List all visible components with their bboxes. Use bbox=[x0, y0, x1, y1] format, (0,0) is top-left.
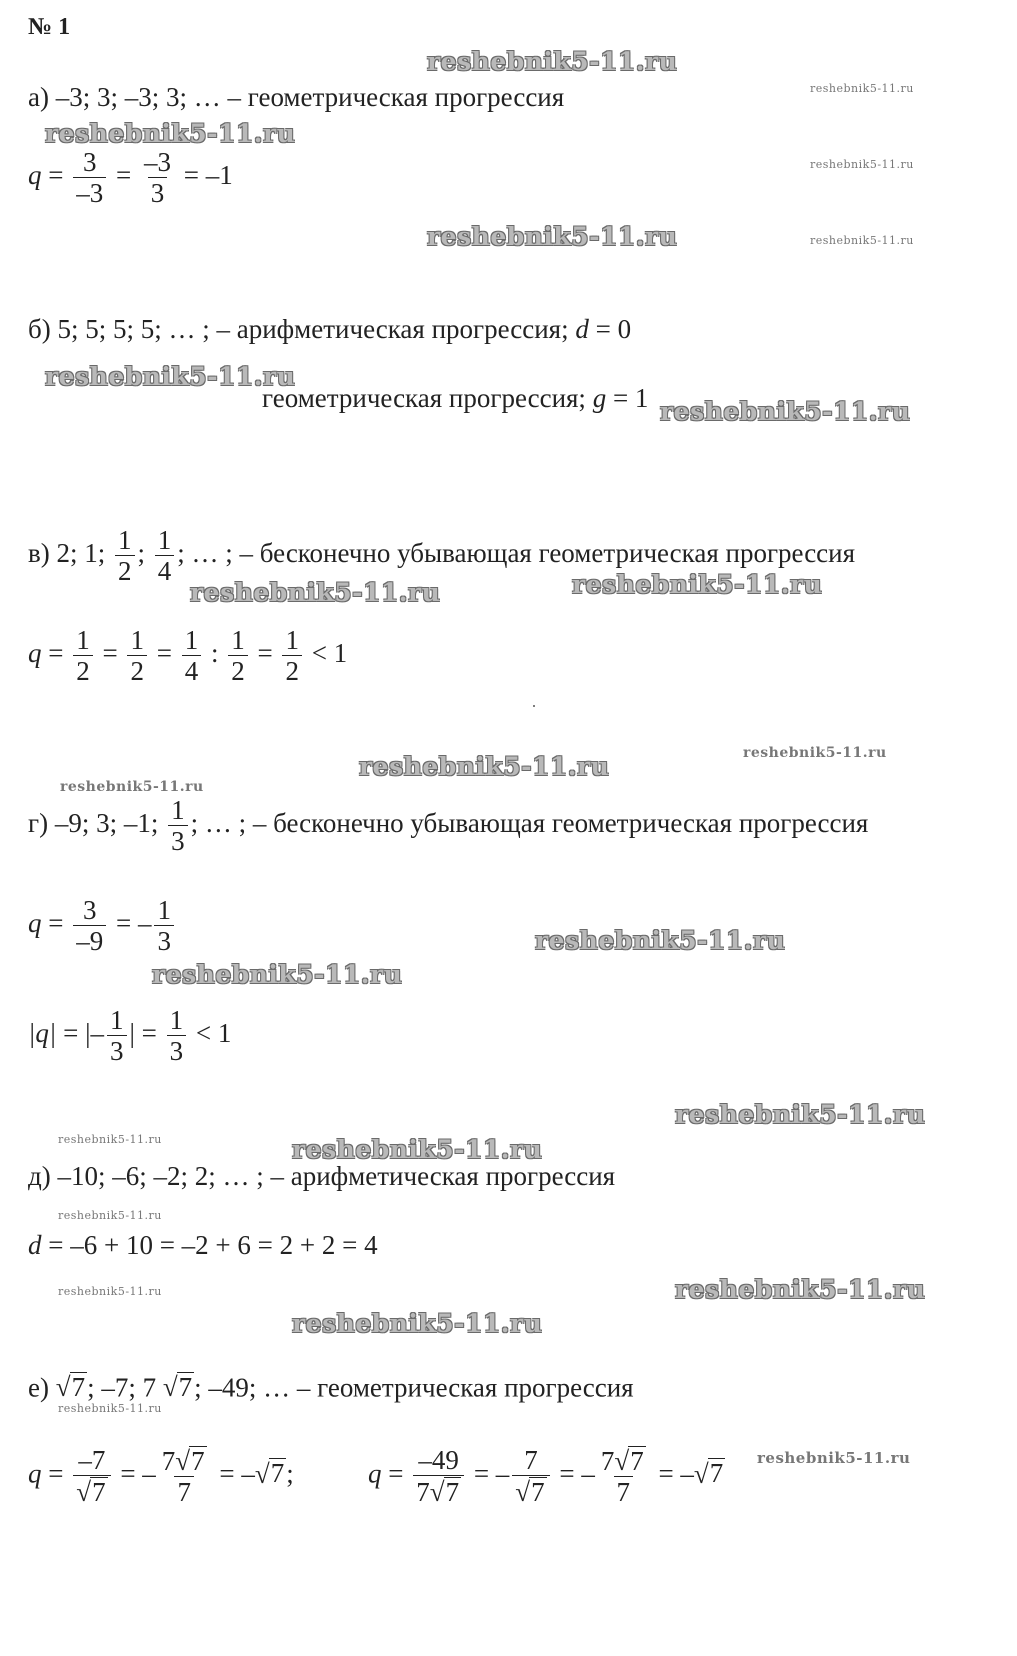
equals: = bbox=[48, 160, 64, 191]
part-d-sequence bbox=[28, 1163, 615, 1190]
part-a-seq: –3; 3; –3; 3; … – геометрическая прогрессия bbox=[55, 82, 565, 112]
part-g-seq-b: ; … ; – бесконечно убывающая геометрическая прогрессия bbox=[190, 808, 869, 839]
fraction: $\frac{1}{2}$ bbox=[73, 626, 93, 686]
fraction: $\frac{1}{3}$ bbox=[168, 796, 188, 856]
fraction: $\frac{1}{2}$ bbox=[127, 626, 147, 686]
watermark-small: reshebnik5-11.ru bbox=[58, 1209, 162, 1222]
watermark-small: reshebnik5-11.ru bbox=[810, 82, 914, 95]
fraction: $\frac{1}{2}$ bbox=[228, 626, 248, 686]
part-b-line2 bbox=[262, 385, 648, 412]
part-v-ratio: q = $\frac{1}{2}$ = $\frac{1}{2}$ = $\frac{1}{4}$ : $\frac{1}{2}$ = $\frac{1}{2}$ < 1 bbox=[28, 625, 348, 687]
fraction: –49 7 √ 7 bbox=[413, 1446, 464, 1507]
part-e-ratio-2: q = –49 7 √ 7 = – 7 √ 7 = – 7 √ 7 7 = – √ 7 bbox=[368, 1445, 724, 1508]
watermark-small: reshebnik5-11.ru bbox=[743, 745, 887, 761]
part-v-seq-b: ; … ; – бесконечно убывающая геометрическая прогрессия bbox=[177, 538, 856, 569]
watermark-small: reshebnik5-11.ru bbox=[58, 1402, 162, 1415]
part-g-abs: |q| = |– $\frac{1}{3}$ | = $\frac{1}{3}$ < 1 bbox=[28, 1005, 232, 1067]
watermark: reshebnik5-11.ru bbox=[427, 222, 678, 251]
var-d: d bbox=[575, 314, 589, 344]
part-b-label: б) bbox=[28, 314, 51, 344]
fraction: $\frac{3}{-3}$ bbox=[73, 148, 106, 208]
stray-dot bbox=[533, 705, 535, 707]
part-b-line1 bbox=[28, 316, 631, 343]
watermark-small: reshebnik5-11.ru bbox=[757, 1449, 911, 1467]
fraction: $\frac{1}{4}$ bbox=[155, 526, 175, 586]
watermark: reshebnik5-11.ru bbox=[292, 1309, 543, 1338]
watermark: reshebnik5-11.ru bbox=[535, 926, 786, 955]
var-g: g bbox=[592, 383, 607, 413]
part-e-label: е) bbox=[28, 1372, 49, 1403]
watermark: reshebnik5-11.ru bbox=[190, 578, 441, 607]
var-d: d bbox=[28, 1230, 42, 1260]
abs-q: |q| bbox=[28, 1018, 57, 1049]
part-b-geo: геометрическая прогрессия; bbox=[262, 383, 586, 413]
fraction: $\frac{1}{3}$ bbox=[154, 896, 174, 956]
watermark-small: reshebnik5-11.ru bbox=[58, 1285, 162, 1298]
fraction: $\frac{3}{-9}$ bbox=[73, 896, 106, 956]
part-e-sequence: е) √ 7 ; –7; 7 √ 7 ; –49; … – геометрическая прогрессия bbox=[28, 1372, 634, 1403]
watermark: reshebnik5-11.ru bbox=[675, 1100, 926, 1129]
watermark-small: reshebnik5-11.ru bbox=[810, 234, 914, 247]
part-a-sequence bbox=[28, 84, 564, 111]
fraction: 7 √ 7 7 bbox=[600, 1446, 644, 1508]
fraction: $\frac{1}{3}$ bbox=[167, 1006, 187, 1066]
part-a-ratio bbox=[28, 148, 233, 208]
fraction: $\frac{-3}{3}$ bbox=[143, 147, 171, 209]
fraction: $\frac{1}{2}$ bbox=[282, 626, 302, 686]
var-q: q bbox=[368, 1458, 382, 1489]
part-d-calc-text: = –6 + 10 = –2 + 6 = 2 + 2 = 4 bbox=[48, 1230, 378, 1260]
watermark: reshebnik5-11.ru bbox=[45, 362, 296, 391]
watermark-small: reshebnik5-11.ru bbox=[810, 158, 914, 171]
fraction: $\frac{1}{4}$ bbox=[182, 626, 202, 686]
d-value: = 0 bbox=[595, 314, 632, 344]
equals: = bbox=[115, 160, 132, 191]
watermark: reshebnik5-11.ru bbox=[152, 960, 403, 989]
part-a-label: а) bbox=[28, 82, 49, 112]
part-g-sequence bbox=[28, 796, 868, 856]
part-g-label: г) bbox=[28, 808, 49, 839]
fraction: 7 √ 7 bbox=[512, 1446, 549, 1507]
watermark-small: reshebnik5-11.ru bbox=[58, 1133, 162, 1146]
part-e-ratio-1: q = –7 √ 7 = – 7 √ 7 7 = – √ 7 ; bbox=[28, 1445, 294, 1508]
part-v-seq-a: 2; 1; bbox=[56, 538, 106, 569]
part-b-seq: 5; 5; 5; 5; … ; – арифметическая прогрессия; bbox=[57, 314, 569, 344]
part-v-label: в) bbox=[28, 538, 50, 569]
watermark: reshebnik5-11.ru bbox=[292, 1135, 543, 1164]
part-d-label: д) bbox=[28, 1161, 51, 1191]
var-q: q bbox=[28, 160, 42, 191]
watermark: reshebnik5-11.ru bbox=[45, 119, 296, 148]
sqrt-seven: √ 7 bbox=[162, 1372, 193, 1403]
problem-number: № 1 bbox=[28, 14, 71, 40]
sqrt-seven: √ 7 bbox=[55, 1372, 86, 1403]
part-d-seq: –10; –6; –2; 2; … ; – арифметическая прогрессия bbox=[57, 1161, 616, 1191]
watermark: reshebnik5-11.ru bbox=[572, 570, 823, 599]
part-v-sequence: в) 2; 1; $\frac{1}{2}$ ; $\frac{1}{4}$ ; … ; – бесконечно убывающая геометрическая прогрессия bbox=[28, 525, 856, 587]
fraction: –7 √ 7 bbox=[73, 1446, 110, 1507]
part-g-ratio: q = $\frac{3}{-9}$ = – $\frac{1}{3}$ bbox=[28, 896, 177, 956]
watermark: reshebnik5-11.ru bbox=[359, 752, 610, 781]
fraction: $\frac{1}{2}$ bbox=[115, 526, 135, 586]
var-q: q bbox=[28, 1458, 42, 1489]
fraction: 7 √ 7 7 bbox=[161, 1446, 205, 1508]
watermark: reshebnik5-11.ru bbox=[675, 1275, 926, 1304]
var-q: q bbox=[28, 908, 42, 939]
g-value: = 1 bbox=[612, 383, 649, 413]
watermark-small: reshebnik5-11.ru bbox=[60, 779, 204, 795]
watermark: reshebnik5-11.ru bbox=[660, 397, 911, 426]
var-q: q bbox=[28, 638, 42, 669]
part-g-seq-a: –9; 3; –1; bbox=[54, 808, 159, 839]
part-d-calc bbox=[28, 1232, 378, 1259]
result: = –1 bbox=[183, 160, 233, 191]
watermark: reshebnik5-11.ru bbox=[427, 47, 678, 76]
fraction: $\frac{1}{3}$ bbox=[107, 1006, 127, 1066]
